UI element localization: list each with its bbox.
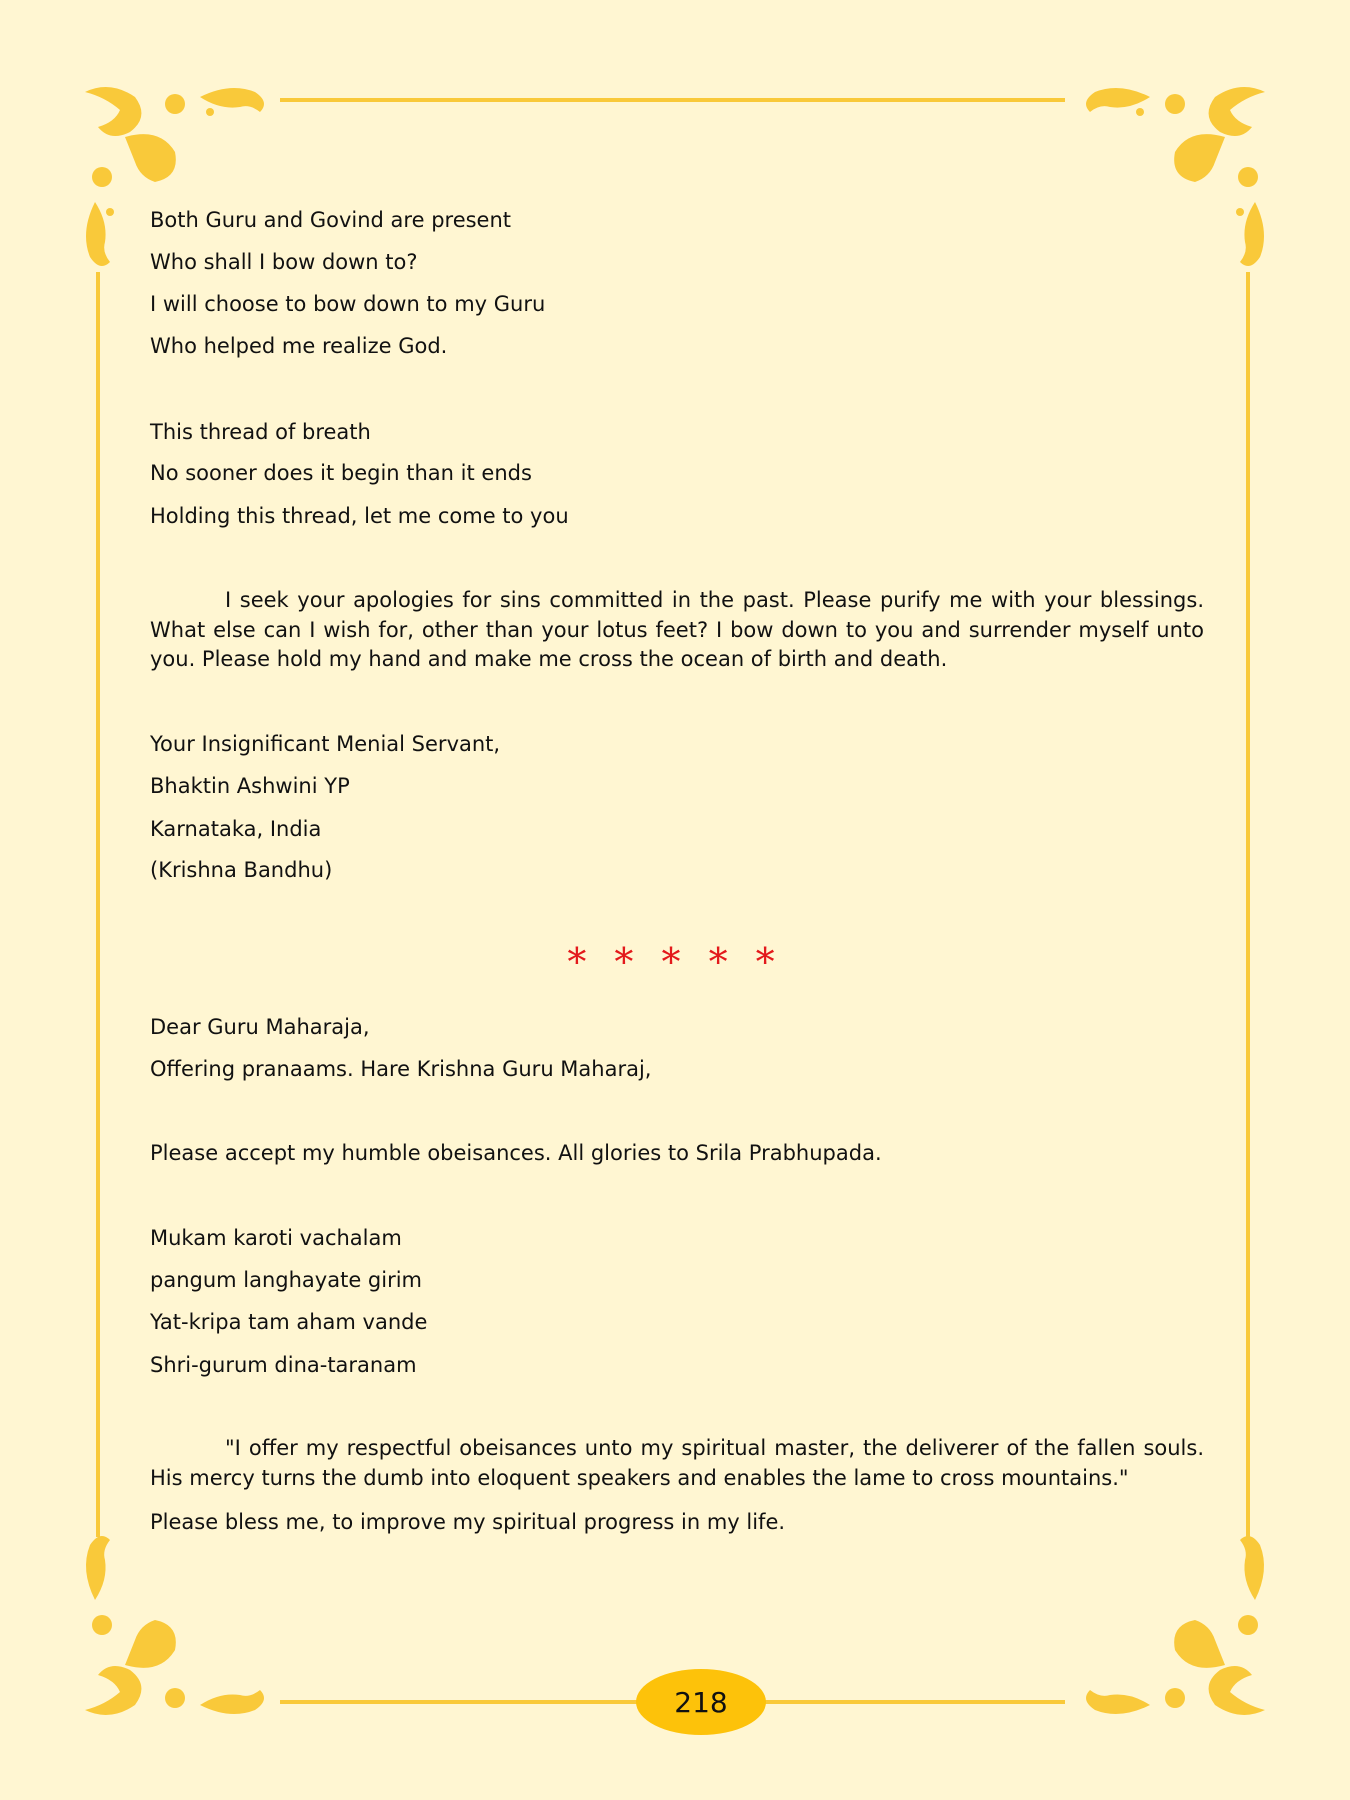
- poem-line: Holding this thread, let me come to you: [150, 504, 569, 528]
- verse-line: Shri-gurum dina-taranam: [150, 1353, 417, 1377]
- verse-line: Mukam karoti vachalam: [150, 1226, 402, 1250]
- obeisance-line: Please accept my humble obeisances. All glories to Srila Prabhupada.: [150, 1141, 882, 1165]
- poem-line: Who helped me realize God.: [150, 334, 448, 358]
- border-left: [96, 272, 100, 1537]
- signature-line: Karnataka, India: [150, 817, 322, 841]
- section-separator: * * * * *: [567, 940, 783, 984]
- corner-ornament-icon: [80, 1520, 280, 1720]
- border-top: [280, 98, 1065, 102]
- border-bottom-left: [280, 1700, 640, 1704]
- greeting-line: Dear Guru Maharaja,: [150, 1015, 370, 1039]
- poem-line: Who shall I bow down to?: [150, 250, 418, 274]
- poem-line: I will choose to bow down to my Guru: [150, 292, 546, 316]
- signature-line: Bhaktin Ashwini YP: [150, 774, 350, 798]
- poem-line: Both Guru and Govind are present: [150, 208, 512, 232]
- border-right: [1246, 272, 1250, 1537]
- poem-line: This thread of breath: [150, 420, 371, 444]
- verse-line: pangum langhayate girim: [150, 1268, 423, 1292]
- translation-paragraph: [150, 1434, 1204, 1493]
- apology-paragraph: [150, 586, 1204, 675]
- verse-line: Yat-kripa tam aham vande: [150, 1310, 428, 1334]
- greeting-line: Offering pranaams. Hare Krishna Guru Maharaj,: [150, 1057, 652, 1081]
- translation-text: "I offer my respectful obeisances unto my spiritual master, the deliverer of the fallen souls. His mercy turns the dumb into eloquent speakers and enables the lame to cross mountains.": [150, 1436, 1204, 1490]
- poem-line: No sooner does it begin than it ends: [150, 461, 532, 485]
- corner-ornament-icon: [1070, 82, 1270, 282]
- corner-ornament-icon: [1070, 1520, 1270, 1720]
- border-bottom-right: [762, 1700, 1065, 1704]
- page-number-text: 218: [674, 1685, 728, 1719]
- signature-line: (Krishna Bandhu): [150, 858, 333, 882]
- apology-text: I seek your apologies for sins committed in the past. Please purify me with your blessings. What else can I wish for, other than your lotus feet? I bow down to you and surrender myself unto you. Please hold my hand and make me cross the ocean of birth and death.: [150, 588, 1204, 671]
- page-number: [636, 1669, 766, 1735]
- signature-line: Your Insignificant Menial Servant,: [150, 732, 501, 756]
- closing-line: Please bless me, to improve my spiritual progress in my life.: [150, 1510, 786, 1534]
